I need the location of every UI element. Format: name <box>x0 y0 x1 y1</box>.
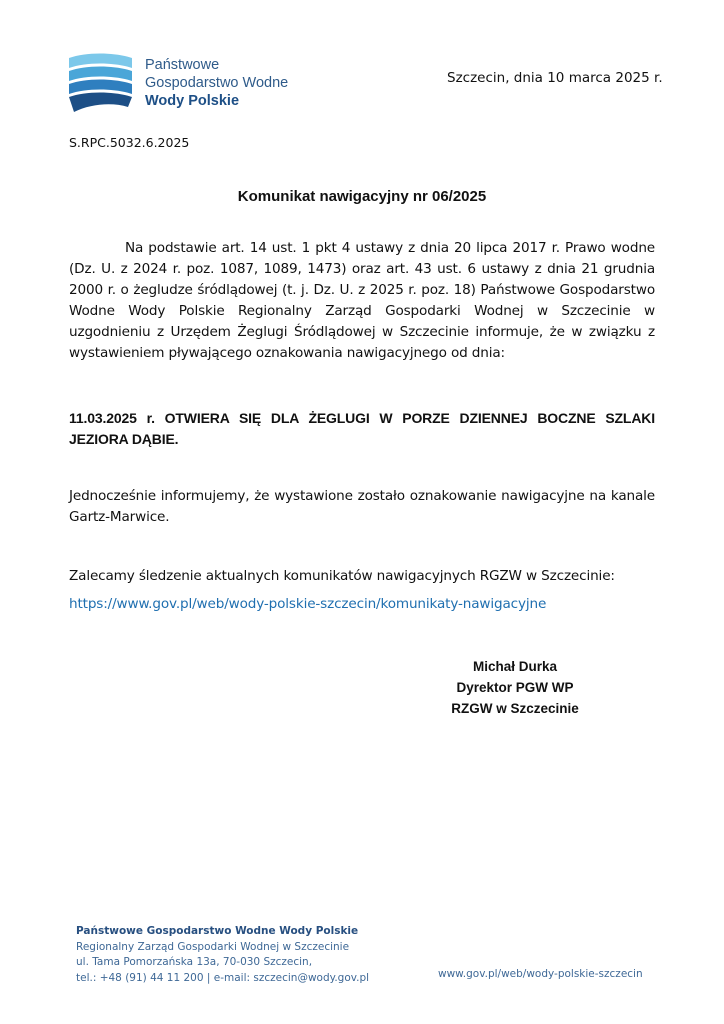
signature-name: Michał Durka <box>472 659 558 674</box>
footer-contact: tel.: +48 (91) 44 11 200 | e-mail: szczecin@wody.gov.pl <box>76 971 370 984</box>
logo-line-3: Wody Polskie <box>145 93 240 109</box>
footer-region: Regionalny Zarząd Gospodarki Wodnej w Szczecinie <box>76 940 350 953</box>
document-title: Komunikat nawigacyjny nr 06/2025 <box>237 188 487 205</box>
footer-street: ul. Tama Pomorzańska 13a, 70-030 Szczecin, <box>76 956 313 968</box>
footer-org-name: Państwowe Gospodarstwo Wodne Wody Polskie <box>76 925 359 937</box>
announcements-link[interactable]: https://www.gov.pl/web/wody-polskie-szczecin/komunikaty-nawigacyjne <box>69 596 547 612</box>
logo-wave-2 <box>69 67 132 82</box>
reference-number: S.RPC.5032.6.2025 <box>69 135 190 150</box>
signature-unit: RZGW w Szczecinie <box>451 701 579 716</box>
footer-website[interactable]: www.gov.pl/web/wody-polskie-szczecin <box>438 968 643 980</box>
paragraph-recommendation: Zalecamy śledzenie aktualnych komunikatów nawigacyjnych RGZW w Szczecinie: <box>69 568 615 584</box>
paragraph-announcement: 11.03.2025 r. OTWIERA SIĘ DLA ŻEGLUGI W PORZE DZIENNEJ BOCZNE SZLAKI JEZIORA DĄBIE. <box>69 410 655 447</box>
signature-position: Dyrektor PGW WP <box>456 680 574 695</box>
logo-line-2: Gospodarstwo Wodne <box>145 75 289 91</box>
paragraph-legal-basis: Na podstawie art. 14 ust. 1 pkt 4 ustawy z dnia 20 lipca 2017 r. Prawo wodne (Dz. U. z 2024 r. poz. 1087, 1089, 1473) oraz art. 43 ust. 6 ustawy z dnia 21 grudnia 2000 r. o żegludze śródlądowej (t. j. Dz. U. z 2025 r. poz. 18) Państwowe Gospodarstwo Wodne Wody Polskie Regionalny Zarząd Gospodarki Wodnej w Szczecinie w uzgodnieniu z Urzędem Żeglugi Śródlądowej w Szczecinie informuje, że w związku z wystawieniem pływającego oznakowania nawigacyjnego od dnia: <box>69 240 655 361</box>
document-date: Szczecin, dnia 10 marca 2025 r. <box>447 70 663 86</box>
footer-address <box>76 924 369 986</box>
logo-wave-1 <box>69 54 132 69</box>
logo-line-1: Państwowe <box>145 57 220 73</box>
logo-wave-3 <box>69 80 132 95</box>
paragraph-additional-info: Jednocześnie informujemy, że wystawione zostało oznakowanie nawigacyjne na kanale Gartz-Marwice. <box>69 488 655 525</box>
logo-wordmark <box>145 56 288 110</box>
wody-polskie-logo <box>66 52 136 118</box>
logo-wave-4 <box>69 93 132 113</box>
